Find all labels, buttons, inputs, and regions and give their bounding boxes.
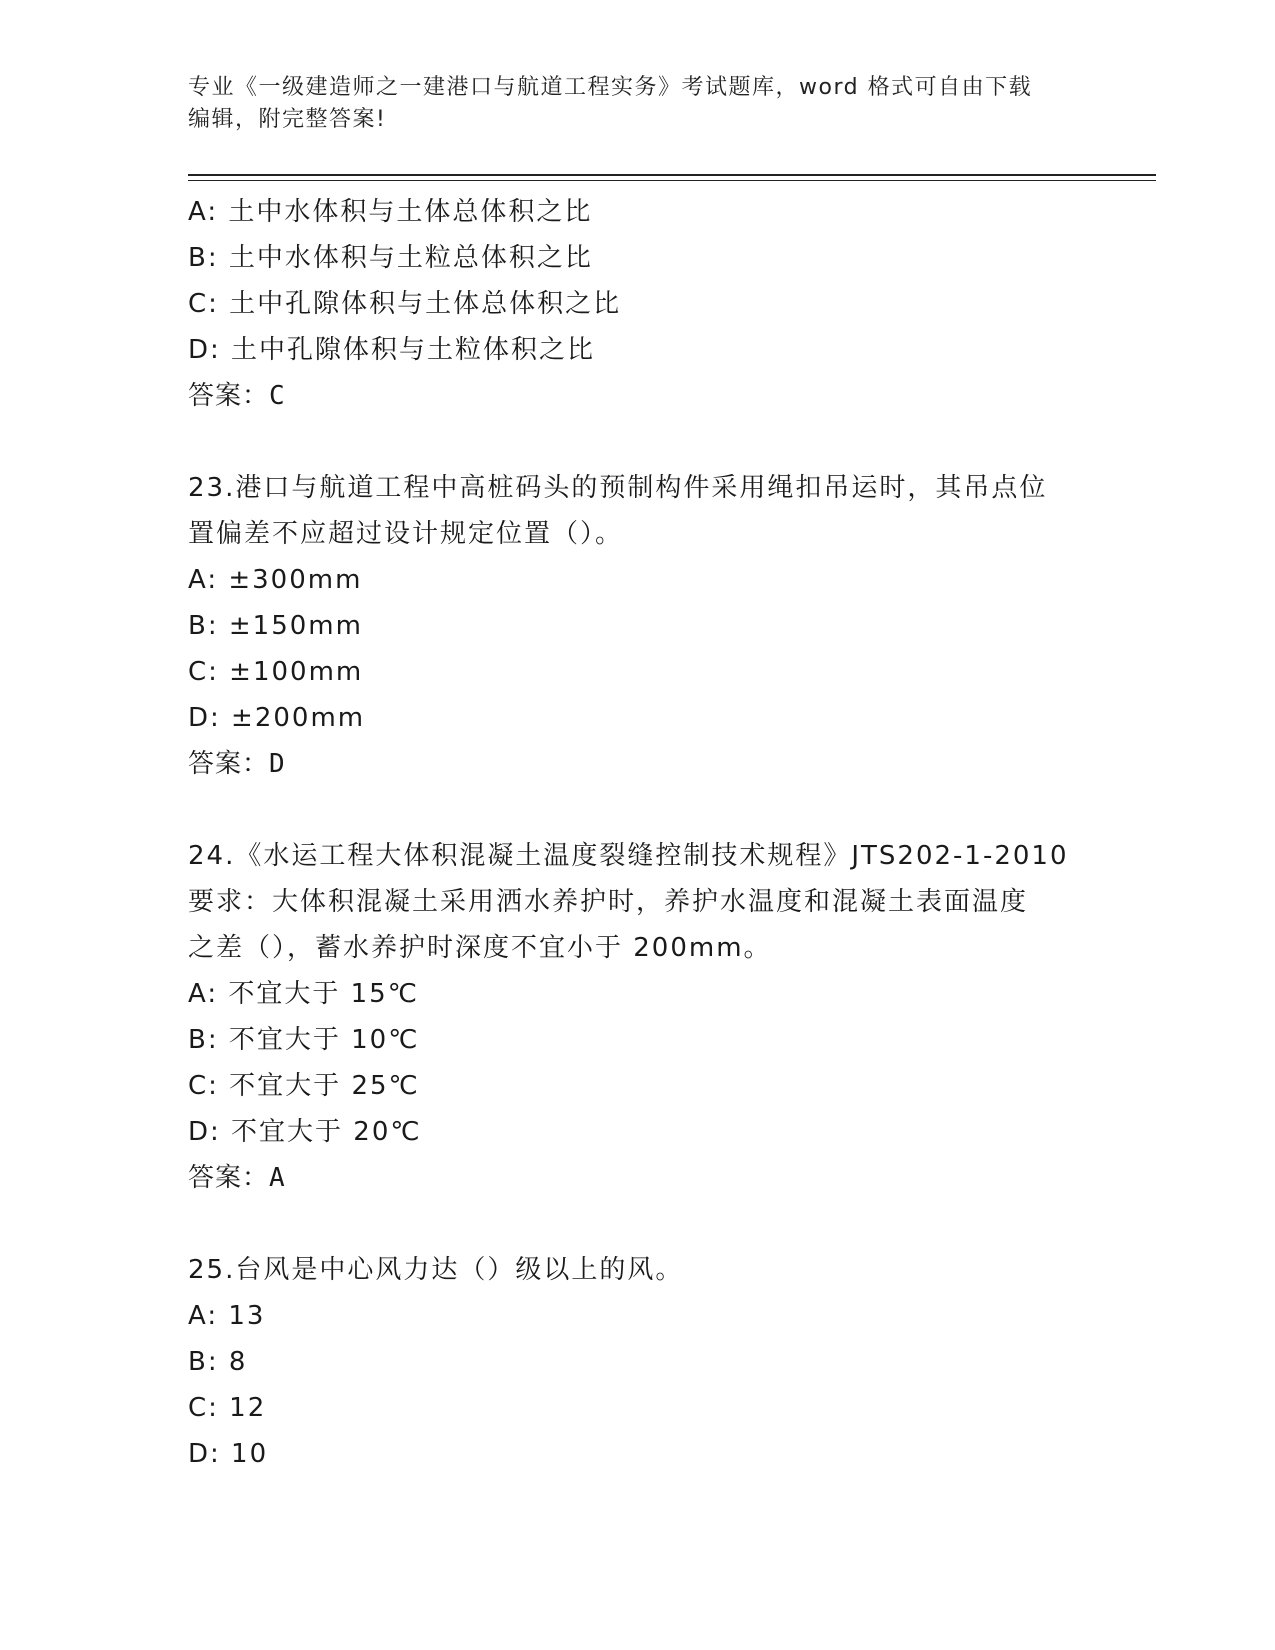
answer: 答案：D: [188, 749, 286, 779]
question-text-line: 置偏差不应超过设计规定位置（）。: [188, 519, 624, 549]
question-25: [188, 1247, 1088, 1477]
option-c: C: 土中孔隙体积与土体总体积之比: [188, 289, 622, 319]
answer: 答案：C: [188, 381, 286, 411]
answer: 答案：A: [188, 1163, 286, 1193]
option-d: D: ±200mm: [188, 703, 366, 733]
option-c: C: 12: [188, 1393, 267, 1423]
spacer: [188, 419, 1088, 465]
option-d: D: 10: [188, 1439, 269, 1469]
question-23: [188, 465, 1088, 787]
option-a: A: 13: [188, 1301, 266, 1331]
header-divider-thick: [188, 174, 1156, 176]
document-header: [188, 72, 1088, 136]
option-b: B: ±150mm: [188, 611, 363, 641]
option-a: A: 不宜大于 15℃: [188, 979, 419, 1009]
spacer: [188, 1201, 1088, 1247]
option-d: D: 不宜大于 20℃: [188, 1117, 422, 1147]
option-d: D: 土中孔隙体积与土粒体积之比: [188, 335, 596, 365]
question-24: [188, 833, 1088, 1201]
question-list: [188, 189, 1088, 1477]
option-b: B: 土中水体积与土粒总体积之比: [188, 243, 593, 273]
question-text-line: 之差（），蓄水养护时深度不宜小于 200mm。: [188, 933, 772, 963]
question-text-line: 23.港口与航道工程中高桩码头的预制构件采用绳扣吊运时，其吊点位: [188, 473, 1048, 503]
question-text-line: 要求：大体积混凝土采用洒水养护时，养护水温度和混凝土表面温度: [188, 887, 1029, 917]
header-line-2: 编辑，附完整答案!: [188, 107, 387, 132]
option-b: B: 不宜大于 10℃: [188, 1025, 420, 1055]
option-c: C: ±100mm: [188, 657, 364, 687]
question-22: [188, 189, 1088, 419]
option-a: A: 土中水体积与土体总体积之比: [188, 197, 593, 227]
spacer: [188, 787, 1088, 833]
question-text-line: 24.《水运工程大体积混凝土温度裂缝控制技术规程》JTS202-1-2010: [188, 841, 1069, 871]
option-b: B: 8: [188, 1347, 248, 1377]
header-line-1: 专业《一级建造师之一建港口与航道工程实务》考试题库，word 格式可自由下载: [188, 75, 1033, 100]
option-c: C: 不宜大于 25℃: [188, 1071, 420, 1101]
option-a: A: ±300mm: [188, 565, 363, 595]
question-text-line: 25.台风是中心风力达（）级以上的风。: [188, 1255, 684, 1285]
header-divider-thin: [188, 180, 1156, 181]
